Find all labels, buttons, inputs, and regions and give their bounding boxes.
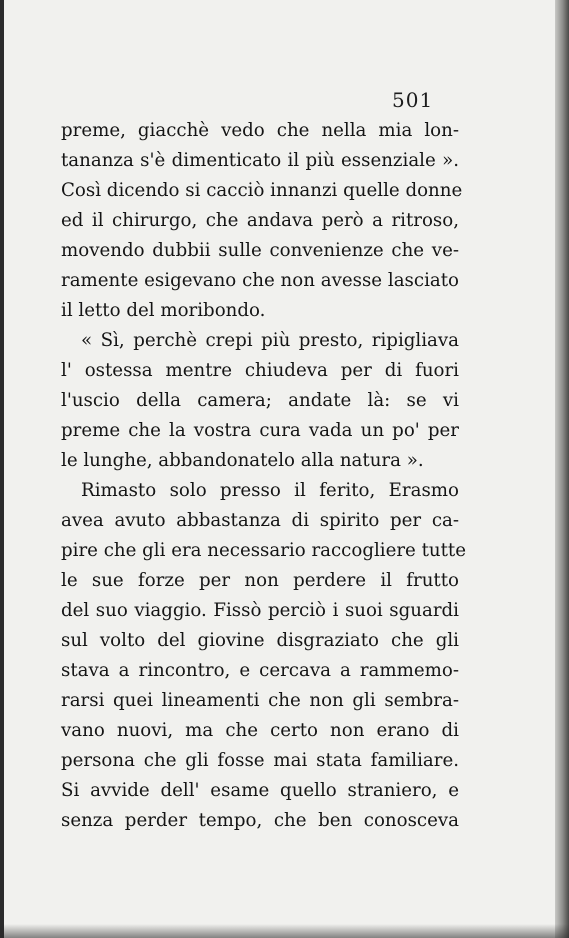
text-line: l'uscio della camera; andate là: se vi xyxy=(61,390,459,411)
text-line: il letto del moribondo. xyxy=(61,300,266,321)
page-edge-shadow xyxy=(555,0,569,938)
text-line: del suo viaggio. Fissò perciò i suoi sguardi xyxy=(61,600,459,621)
text-line: le sue forze per non perdere il frutto xyxy=(61,570,459,591)
page-number: 501 xyxy=(392,88,434,112)
text-line: pire che gli era necessario raccogliere tutte xyxy=(61,540,467,561)
text-line: Si avvide dell' esame quello straniero, e xyxy=(61,780,459,801)
page-bottom-shadow xyxy=(0,924,569,938)
text-line: avea avuto abbastanza di spirito per ca- xyxy=(61,510,459,531)
text-line: Così dicendo si cacciò innanzi quelle donne xyxy=(61,180,463,201)
text-line: sul volto del giovine disgraziato che gli xyxy=(61,630,459,651)
text-line: persona che gli fosse mai stata familiare. xyxy=(61,750,459,771)
text-line: vano nuovi, ma che certo non erano di xyxy=(61,720,459,741)
text-line: ed il chirurgo, che andava però a ritroso, xyxy=(61,210,459,231)
text-line: stava a rincontro, e cercava a rammemo- xyxy=(61,660,459,681)
text-line: senza perder tempo, che ben conosceva xyxy=(61,810,459,831)
text-line: le lunghe, abbandonatelo alla natura ». xyxy=(61,450,424,471)
text-line: preme che la vostra cura vada un po' per xyxy=(61,420,459,441)
text-line: rarsi quei lineamenti che non gli sembra- xyxy=(61,690,459,711)
text-line: Rimasto solo presso il ferito, Erasmo xyxy=(81,480,459,501)
text-line: movendo dubbii sulle convenienze che ve- xyxy=(61,240,459,261)
book-page xyxy=(4,0,556,938)
text-line: l' ostessa mentre chiudeva per di fuori xyxy=(61,360,459,381)
text-line: tananza s'è dimenticato il più essenziale ». xyxy=(61,150,459,171)
text-line: preme, giacchè vedo che nella mia lon- xyxy=(61,120,459,141)
text-line: « Sì, perchè crepi più presto, ripigliava xyxy=(81,330,459,351)
text-line: ramente esigevano che non avesse lasciato xyxy=(61,270,459,291)
